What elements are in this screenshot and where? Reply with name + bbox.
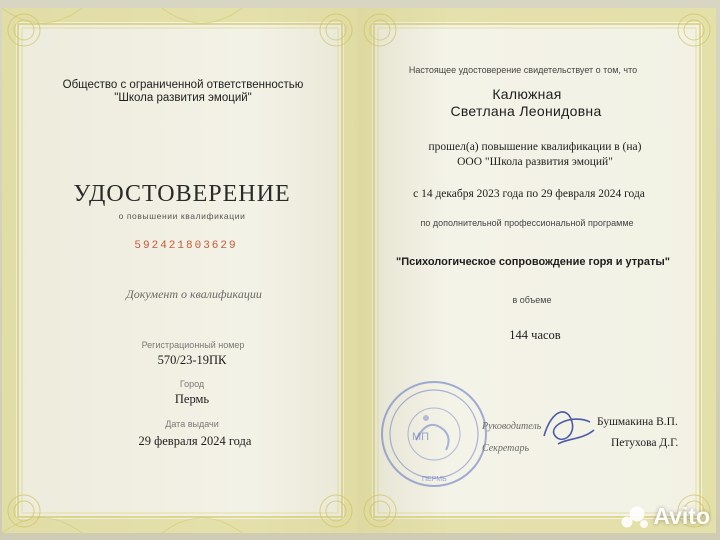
serial-number: 592421803629 — [134, 240, 238, 252]
issue-date-value: 29 февраля 2024 года — [138, 434, 252, 448]
avito-watermark — [621, 503, 710, 530]
training-hours: 144 часов — [509, 328, 561, 342]
document-type: Документ о квалификации — [126, 287, 262, 301]
document-title: УДОСТОВЕРЕНИЕ — [73, 181, 291, 207]
organization-line-2: "Школа развития эмоций" — [114, 92, 252, 104]
head-name: Бушмакина В.П. — [597, 416, 678, 428]
avito-logo-icon — [621, 505, 649, 529]
certificate-intro: Настоящее удостоверение свидетельствует о том, что — [408, 65, 638, 75]
stamp-bottom-text: ПЕРМЬ — [422, 476, 447, 483]
program-intro: по дополнительной профессиональной программе — [420, 218, 634, 228]
city-label: Город — [179, 379, 205, 389]
handwritten-signature — [538, 400, 600, 458]
city-value: Пермь — [174, 392, 210, 406]
program-title: "Психологическое сопровождение горя и утраты" — [395, 256, 671, 268]
registration-number-label: Регистрационный номер — [141, 340, 245, 350]
organization-line-1: Общество с ограниченной ответственностью — [62, 79, 304, 91]
document-subtitle: о повышении квалификации — [118, 211, 246, 221]
registration-number-value: 570/23-19ПК — [157, 353, 227, 367]
training-period: с 14 декабря 2023 года по 29 февраля 2024 года — [413, 188, 645, 200]
training-organization: ООО "Школа развития эмоций" — [457, 156, 613, 168]
passed-training-text: прошел(а) повышение квалификации в (на) — [428, 141, 642, 153]
recipient-name: Светлана Леонидовна — [450, 103, 602, 119]
stamp-center-text: МП — [412, 431, 430, 443]
secretary-name: Петухова Д.Г. — [611, 437, 679, 449]
watermark-text: Avito — [653, 503, 710, 529]
round-seal-stamp — [378, 378, 490, 490]
recipient-surname: Калюжная — [492, 86, 562, 102]
volume-label: в объеме — [512, 295, 552, 305]
secretary-role-label: Секретарь — [482, 443, 530, 454]
issue-date-label: Дата выдачи — [165, 419, 219, 429]
head-role-label: Руководитель — [482, 421, 542, 432]
